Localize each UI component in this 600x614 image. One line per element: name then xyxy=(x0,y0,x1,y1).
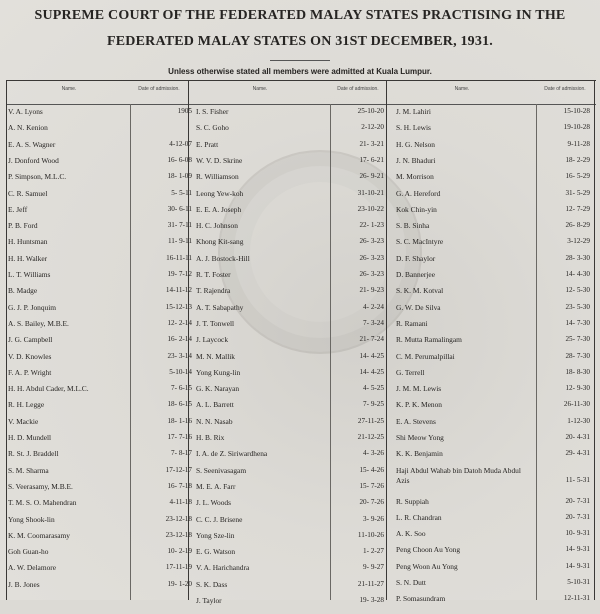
table-row xyxy=(396,205,590,223)
admission-date: 7- 3-24 xyxy=(363,318,384,327)
admission-date: 16- 5-29 xyxy=(565,172,590,181)
table-row xyxy=(396,433,590,451)
column-header-name-2: Name. xyxy=(252,86,268,92)
admission-date: 26- 9-21 xyxy=(359,172,384,181)
table-row xyxy=(396,172,590,190)
admission-date: 11- 9-11 xyxy=(167,237,192,246)
admission-date: 21- 9-23 xyxy=(359,286,384,295)
member-name: J. Laycock xyxy=(196,335,229,345)
table-row xyxy=(196,417,384,435)
table-row xyxy=(8,482,192,500)
admission-date: 31-10-21 xyxy=(357,188,384,197)
document-subtitle: Unless otherwise stated all members were admitted at Kuala Lumpur. xyxy=(168,67,432,76)
member-name: S. M. Sharma xyxy=(8,465,49,475)
member-name: H. D. Mundell xyxy=(8,433,52,442)
member-name: Haji Abdul Wahab bin Datoh Muda Abdul Azis xyxy=(396,465,521,485)
table-header-rule xyxy=(6,104,596,105)
admission-date: 5-10-14 xyxy=(169,367,192,376)
member-name: D. F. Shaylor xyxy=(396,253,436,263)
admission-date: 9-11-28 xyxy=(567,139,590,148)
member-name: J. M. M. Lewis xyxy=(396,384,442,394)
member-name: M. Morrison xyxy=(396,172,434,182)
member-name: M. E. A. Farr xyxy=(196,481,236,491)
admission-date: 21-12-25 xyxy=(357,433,384,441)
table-row xyxy=(196,107,384,125)
admission-date: 17- 6-21 xyxy=(359,155,384,164)
admission-date: 4-12-07 xyxy=(169,139,192,148)
admission-date: 18- 1-09 xyxy=(167,172,192,181)
member-name: J. G. Campbell xyxy=(8,335,53,345)
admission-date: 20- 7-31 xyxy=(565,496,590,505)
admission-date: 31- 7-11 xyxy=(167,221,192,230)
document-title-line1: SUPREME COURT OF THE FEDERATED MALAY STATES PRACTISING IN THE xyxy=(34,8,566,23)
member-name: S. C. MacIntyre xyxy=(396,237,444,247)
table-row xyxy=(196,221,384,239)
admission-date: 30- 6-11 xyxy=(167,204,192,213)
member-name: H. H. Walker xyxy=(8,253,48,263)
table-row xyxy=(396,221,590,239)
member-name: K. M. Coomarasamy xyxy=(8,530,70,540)
admission-date: 12- 7-29 xyxy=(565,204,590,213)
admission-date: 7- 9-25 xyxy=(363,400,384,409)
table-row xyxy=(196,449,384,467)
admission-date: 3-12-29 xyxy=(567,237,590,246)
table-row xyxy=(396,545,590,563)
member-name: T. Rajendra xyxy=(196,286,231,296)
admission-date: 19- 1-20 xyxy=(167,579,192,588)
admission-date: 23- 3-14 xyxy=(167,351,192,360)
admission-date: 25-10-20 xyxy=(357,107,384,115)
admission-date: 21-11-27 xyxy=(357,579,384,588)
member-name: P. Simpson, M.L.C. xyxy=(8,172,67,182)
member-name: L. T. Williams xyxy=(8,270,51,279)
admission-date: 31- 5-29 xyxy=(565,188,590,197)
table-row xyxy=(396,562,590,580)
member-name: H. C. Johnson xyxy=(196,221,238,231)
admission-date: 14- 4-30 xyxy=(565,270,590,278)
table-row xyxy=(196,433,384,451)
member-name: A. K. Soo xyxy=(396,529,426,539)
member-name: A. N. Kenion xyxy=(8,123,48,133)
table-row xyxy=(196,580,384,598)
table-row xyxy=(8,107,192,125)
table-row xyxy=(396,107,590,125)
table-row xyxy=(396,319,590,337)
table-row xyxy=(8,563,192,581)
table-row xyxy=(396,140,590,158)
table-row xyxy=(8,123,192,141)
admission-date: 1-12-30 xyxy=(567,416,590,425)
admission-date: 19- 3-28 xyxy=(359,596,384,604)
table-row xyxy=(196,482,384,500)
member-name: H. G. Nelson xyxy=(396,139,436,149)
admission-date: 17-11-19 xyxy=(165,563,192,572)
table-row xyxy=(196,563,384,581)
table-row xyxy=(396,237,590,255)
member-name: J. Taylor xyxy=(196,596,222,605)
member-name: L. R. Chandran xyxy=(396,512,442,522)
member-name: S. B. Sinha xyxy=(396,221,430,231)
member-name: S. K. M. Kotval xyxy=(396,286,444,296)
table-row xyxy=(396,400,590,418)
table-row xyxy=(8,319,192,337)
member-name: V. A. Lyons xyxy=(8,107,43,116)
admission-date: 4-11-18 xyxy=(169,498,192,507)
column-header-name-3: Name. xyxy=(454,86,470,92)
member-name: Leong Yew-koh xyxy=(196,188,244,198)
admission-date: 16-11-11 xyxy=(166,253,192,262)
admission-date: 20- 4-31 xyxy=(565,433,590,441)
admission-date: 1905 xyxy=(177,107,192,115)
table-row xyxy=(8,172,192,190)
member-name: J. N. Bhaduri xyxy=(396,155,436,165)
column-header-date-2: Date of admission. xyxy=(337,86,379,92)
member-name: V. Mackie xyxy=(8,416,39,426)
admission-date: 11- 5-31 xyxy=(565,475,590,484)
table-row xyxy=(8,515,192,533)
table-row xyxy=(196,270,384,288)
table-row xyxy=(8,433,192,451)
table-row xyxy=(196,254,384,272)
table-row xyxy=(196,368,384,386)
member-name: I. A. de Z. Siriwardhena xyxy=(196,449,268,459)
table-top-rule xyxy=(6,80,596,81)
table-row xyxy=(8,384,192,402)
admission-date: 19- 7-12 xyxy=(167,270,192,278)
table-row xyxy=(8,189,192,207)
table-row xyxy=(8,254,192,272)
member-name: J. M. Lahiri xyxy=(396,107,431,116)
admission-date: 15-12-13 xyxy=(165,302,192,311)
admission-date: 15- 7-26 xyxy=(359,481,384,490)
admission-date: 10- 2-19 xyxy=(167,547,192,556)
admission-date: 10- 9-31 xyxy=(565,529,590,538)
member-name: R. St. J. Braddell xyxy=(8,449,59,459)
table-row xyxy=(196,335,384,353)
table-row xyxy=(396,123,590,141)
table-row xyxy=(196,352,384,370)
table-row xyxy=(8,221,192,239)
member-name: S. Veerasamy, M.B.E. xyxy=(8,481,73,491)
admission-date: 26- 3-23 xyxy=(359,270,384,278)
admission-date: 14- 4-25 xyxy=(359,367,384,376)
member-name: P. Somasundram xyxy=(396,594,446,604)
member-name: V. D. Knowles xyxy=(8,351,52,361)
member-name: Goh Guan-ho xyxy=(8,547,49,557)
admission-date: 9- 9-27 xyxy=(363,563,384,572)
member-name: J. Donford Wood xyxy=(8,155,59,165)
admission-date: 7- 6-15 xyxy=(171,384,192,393)
member-name: J. B. Jones xyxy=(8,579,40,589)
admission-date: 22- 1-23 xyxy=(359,221,384,230)
member-name: F. A. P. Wright xyxy=(8,367,52,377)
member-name: P. B. Ford xyxy=(8,221,38,231)
table-row xyxy=(8,498,192,516)
member-name: G. K. Narayan xyxy=(196,384,240,394)
admission-date: 16- 6-08 xyxy=(167,155,192,164)
admission-date: 23- 5-30 xyxy=(565,302,590,311)
admission-date: 26- 3-23 xyxy=(359,253,384,262)
table-row xyxy=(196,466,384,484)
admission-date: 17-12-17 xyxy=(165,465,192,474)
member-name: E. Jeff xyxy=(8,204,28,214)
table-row xyxy=(396,449,590,467)
table-row xyxy=(396,286,590,304)
admission-date: 14- 9-31 xyxy=(565,561,590,570)
member-name: Peng Woon Au Yong xyxy=(396,561,458,571)
admission-date: 18- 1-16 xyxy=(167,416,192,425)
member-name: Shi Meow Yong xyxy=(396,433,444,442)
member-name: Khong Kit-sang xyxy=(196,237,244,247)
member-name: N. N. Nasab xyxy=(196,416,233,426)
member-name: Yong Kung-lin xyxy=(196,367,241,377)
member-name: Yong Sze-lin xyxy=(196,530,235,540)
member-name: E. A. S. Wagner xyxy=(8,139,56,149)
admission-date: 28- 3-30 xyxy=(565,253,590,262)
table-row xyxy=(8,352,192,370)
admission-date: 2-12-20 xyxy=(361,123,384,132)
member-name: G. A. Hereford xyxy=(396,188,441,198)
member-name: D. Bannerjee xyxy=(396,270,435,279)
admission-date: 12- 5-30 xyxy=(565,286,590,295)
member-name: R. Suppiah xyxy=(396,496,429,506)
admission-date: 12- 9-30 xyxy=(565,384,590,393)
member-name: A. W. Delamore xyxy=(8,563,57,573)
member-name: A. S. Bailey, M.B.E. xyxy=(8,318,69,328)
admission-date: 14- 9-31 xyxy=(565,545,590,554)
admission-date: 18- 2-29 xyxy=(565,155,590,164)
table-row xyxy=(396,417,590,435)
member-name: J. L. Woods xyxy=(196,498,231,508)
table-row xyxy=(396,513,590,531)
admission-date: 26-11-30 xyxy=(563,400,590,409)
table-row xyxy=(196,140,384,158)
admission-date: 12- 2-14 xyxy=(167,318,192,327)
admission-date: 23-12-18 xyxy=(165,514,192,523)
admission-date: 20- 7-31 xyxy=(565,512,590,521)
table-row xyxy=(396,303,590,321)
table-row xyxy=(196,123,384,141)
table-row xyxy=(196,384,384,402)
table-row xyxy=(196,547,384,565)
admission-date: 11-10-26 xyxy=(357,530,384,539)
member-name: G. Terrell xyxy=(396,367,425,377)
admission-date: 12-11-31 xyxy=(563,594,590,603)
admission-date: 5-10-31 xyxy=(567,578,590,587)
member-name: H. H. Abdul Cader, M.L.C. xyxy=(8,384,89,394)
admission-date: 26- 8-29 xyxy=(565,221,590,230)
admission-date: 21- 7-24 xyxy=(359,335,384,344)
admission-date: 18- 6-15 xyxy=(167,400,192,409)
member-name: I. S. Fisher xyxy=(196,107,229,116)
member-name: K. K. Benjamin xyxy=(396,449,443,459)
member-name: G. J. P. Jonquim xyxy=(8,302,57,312)
member-name: C. C. J. Brisene xyxy=(196,514,243,524)
admission-date: 4- 2-24 xyxy=(363,302,384,311)
admission-date: 16- 2-14 xyxy=(167,335,192,344)
table-row xyxy=(8,270,192,288)
member-name: R. H. Legge xyxy=(8,400,45,410)
table-row xyxy=(196,400,384,418)
table-row xyxy=(396,156,590,174)
table-row xyxy=(8,547,192,565)
document-title-line2: FEDERATED MALAY STATES ON 31ST DECEMBER, 1931. xyxy=(107,34,493,49)
member-name: W. V. D. Skrine xyxy=(196,155,243,165)
table-row xyxy=(396,270,590,288)
member-name: R. Williamson xyxy=(196,172,239,182)
member-name: Kok Chin-yin xyxy=(396,204,437,214)
column-header-date-3: Date of admission. xyxy=(544,86,586,92)
member-name: R. Mutta Ramalingam xyxy=(396,335,462,345)
table-row xyxy=(396,466,590,484)
table-row xyxy=(8,237,192,255)
table-row xyxy=(396,368,590,386)
admission-date: 18- 8-30 xyxy=(565,367,590,376)
member-name: S. N. Dutt xyxy=(396,578,426,588)
table-row xyxy=(8,580,192,598)
table-row xyxy=(196,498,384,516)
admission-date: 3- 9-26 xyxy=(363,514,384,523)
member-name: M. N. Mallik xyxy=(196,351,236,361)
table-row xyxy=(8,140,192,158)
table-row xyxy=(196,156,384,174)
table-left-rule xyxy=(6,80,7,600)
admission-date: 1- 2-27 xyxy=(363,547,384,556)
member-name: E. Pratt xyxy=(196,139,219,149)
member-name: S. K. Dass xyxy=(196,579,228,589)
admission-date: 19-10-28 xyxy=(563,123,590,132)
table-row xyxy=(396,335,590,353)
table-row xyxy=(8,400,192,418)
member-name: E. E. A. Joseph xyxy=(196,204,242,214)
table-row xyxy=(396,352,590,370)
table-row xyxy=(8,417,192,435)
member-name: T. M. S. O. Mahendran xyxy=(8,498,77,508)
member-name: A. T. Sabapathy xyxy=(196,302,244,312)
admission-date: 17- 7-16 xyxy=(167,433,192,441)
table-row xyxy=(196,515,384,533)
table-row xyxy=(196,205,384,223)
table-row xyxy=(396,529,590,547)
member-name: S. Seenivasagam xyxy=(196,465,247,475)
table-row xyxy=(8,531,192,549)
table-row xyxy=(396,594,590,612)
title-rule xyxy=(270,60,330,61)
table-row xyxy=(196,189,384,207)
table-right-rule xyxy=(594,80,595,600)
admission-date: 26- 3-23 xyxy=(359,237,384,246)
table-row xyxy=(196,531,384,549)
admission-date: 14- 4-25 xyxy=(359,351,384,360)
admission-date: 25- 7-30 xyxy=(565,335,590,344)
table-row xyxy=(396,578,590,596)
table-row xyxy=(396,254,590,272)
member-name: R. Ramani xyxy=(396,318,428,328)
member-name: C. M. Perumalpillai xyxy=(396,351,455,361)
admission-date: 14- 7-30 xyxy=(565,318,590,327)
member-name: C. R. Samuel xyxy=(8,188,48,198)
admission-date: 23-12-18 xyxy=(165,530,192,539)
admission-date: 15- 4-26 xyxy=(359,465,384,474)
admission-date: 27-11-25 xyxy=(357,416,384,425)
table-row xyxy=(196,596,384,614)
table-row xyxy=(196,303,384,321)
admission-date: 23-10-22 xyxy=(357,204,384,213)
table-row xyxy=(396,497,590,515)
member-name: R. T. Foster xyxy=(196,270,231,279)
table-row xyxy=(196,237,384,255)
member-name: E. A. Stevens xyxy=(396,416,436,426)
member-name: A. L. Barrett xyxy=(196,400,234,410)
admission-date: 28- 7-30 xyxy=(565,351,590,360)
table-row xyxy=(8,335,192,353)
member-name: B. Madge xyxy=(8,286,38,296)
table-row xyxy=(8,156,192,174)
table-row xyxy=(8,205,192,223)
admission-date: 15-10-28 xyxy=(563,107,590,115)
member-name: K. P. K. Menon xyxy=(396,400,442,410)
admission-date: 4- 5-25 xyxy=(363,384,384,393)
member-name: H. B. Rix xyxy=(196,433,225,442)
member-name: A. J. Bostock-Hill xyxy=(196,253,250,263)
member-name: S. C. Goho xyxy=(196,123,229,133)
table-row xyxy=(8,466,192,484)
admission-date: 29- 4-31 xyxy=(565,449,590,458)
admission-date: 20- 7-26 xyxy=(359,498,384,507)
admission-date: 7- 8-17 xyxy=(171,449,192,458)
table-row xyxy=(8,368,192,386)
admission-date: 5- 5-11 xyxy=(171,188,192,197)
column-header-name-1: Name. xyxy=(61,86,77,92)
table-row xyxy=(8,286,192,304)
admission-date: 16- 7-18 xyxy=(167,481,192,490)
member-name: G. W. De Silva xyxy=(396,302,441,312)
member-name: E. G. Watson xyxy=(196,547,236,557)
member-name: H. Huntsman xyxy=(8,237,48,247)
column-divider-2 xyxy=(386,80,387,600)
admission-date: 14-11-12 xyxy=(165,286,192,295)
admission-date: 21- 3-21 xyxy=(359,139,384,148)
member-name: Yong Shook-lin xyxy=(8,514,55,524)
member-name: J. T. Tonwell xyxy=(196,318,235,328)
table-row xyxy=(8,449,192,467)
table-row xyxy=(396,189,590,207)
table-row xyxy=(196,172,384,190)
member-name: S. H. Lewis xyxy=(396,123,431,133)
admission-date: 4- 3-26 xyxy=(363,449,384,458)
table-row xyxy=(196,286,384,304)
table-row xyxy=(196,319,384,337)
member-name: Peng Choon Au Yong xyxy=(396,545,461,555)
table-row xyxy=(8,303,192,321)
column-header-date-1: Date of admission. xyxy=(138,86,180,92)
table-row xyxy=(396,384,590,402)
member-name: V. A. Harichandra xyxy=(196,563,250,573)
